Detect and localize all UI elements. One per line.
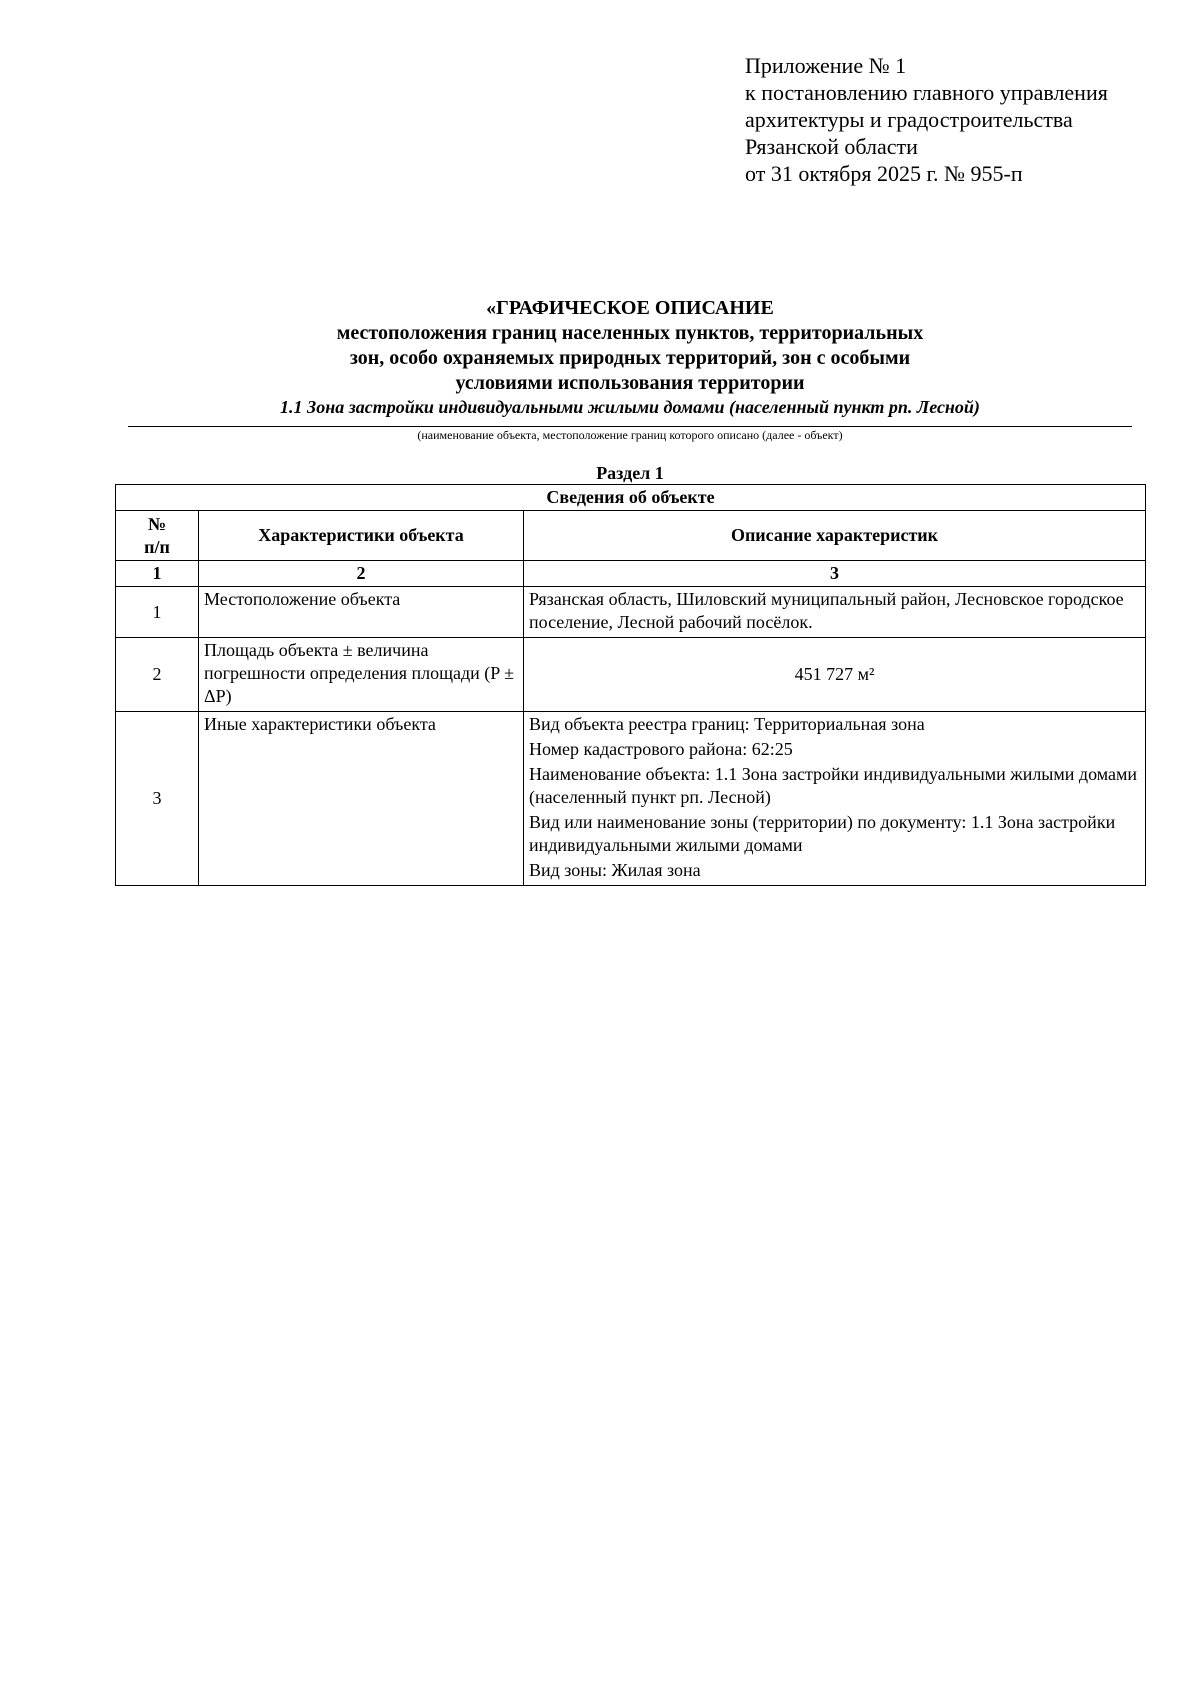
header-characteristics: Характеристики объекта	[199, 511, 524, 561]
appendix-header	[745, 52, 1108, 187]
title-line: условиями использования территории	[455, 372, 805, 394]
appendix-line: Приложение № 1	[745, 53, 907, 78]
row-description	[524, 587, 1146, 638]
description-paragraph: Вид или наименование зоны (территории) по документу: 1.1 Зона застройки индивидуальными жилыми домами	[529, 812, 1116, 855]
table-header-row	[116, 511, 1146, 561]
header-num-line: №	[147, 513, 167, 534]
header-description: Описание характеристик	[524, 511, 1146, 561]
header-num	[116, 511, 199, 561]
description-paragraph: Вид объекта реестра границ: Территориальная зона	[529, 714, 925, 734]
area-value: 451 727 м²	[794, 664, 875, 684]
table-row	[116, 712, 1146, 886]
row-number: 1	[116, 587, 199, 638]
row-description	[524, 638, 1146, 712]
column-number: 2	[199, 561, 524, 587]
column-number-row	[116, 561, 1146, 587]
appendix-line: к постановлению главного управления	[745, 80, 1108, 105]
object-name: 1.1 Зона застройки индивидуальными жилыми домами (населенный пункт рп. Лесной)	[280, 397, 980, 417]
title-line: «ГРАФИЧЕСКОЕ ОПИСАНИЕ	[486, 297, 774, 319]
row-characteristic: Площадь объекта ± величина погрешности определения площади (P ± ΔP)	[199, 638, 524, 712]
appendix-line: архитектуры и градостроительства	[745, 107, 1073, 132]
table-title-row	[116, 485, 1146, 511]
title-line: местоположения границ населенных пунктов, территориальных	[336, 322, 924, 344]
row-number: 2	[116, 638, 199, 712]
description-paragraph: Наименование объекта: 1.1 Зона застройки индивидуальными жилыми домами (населенный пункт рп. Лесной)	[529, 764, 1138, 807]
object-name-caption: (наименование объекта, местоположение границ которого описано (далее - объект)	[417, 428, 843, 442]
title-line: зон, особо охраняемых природных территорий, зон с особыми	[349, 347, 911, 369]
row-description	[524, 712, 1146, 886]
object-info-table	[115, 484, 1146, 886]
appendix-line: Рязанской области	[745, 134, 918, 159]
table-row	[116, 638, 1146, 712]
column-number: 1	[116, 561, 199, 587]
underline-rule	[128, 426, 1132, 427]
table-title: Сведения об объекте	[116, 485, 1146, 511]
row-characteristic: Местоположение объекта	[199, 587, 524, 638]
description-paragraph: Рязанская область, Шиловский муниципальный район, Лесновское городское поселение, Лесной рабочий посёлок.	[529, 589, 1124, 632]
document-title	[128, 296, 1132, 418]
section-title: Раздел 1	[596, 463, 664, 483]
header-num-line: п/п	[144, 536, 170, 557]
table-row	[116, 587, 1146, 638]
row-number: 3	[116, 712, 199, 886]
column-number: 3	[524, 561, 1146, 587]
appendix-line: от 31 октября 2025 г. № 955-п	[745, 161, 1023, 186]
description-paragraph: Вид зоны: Жилая зона	[529, 860, 701, 880]
description-paragraph: Номер кадастрового района: 62:25	[529, 739, 793, 759]
row-characteristic: Иные характеристики объекта	[199, 712, 524, 886]
